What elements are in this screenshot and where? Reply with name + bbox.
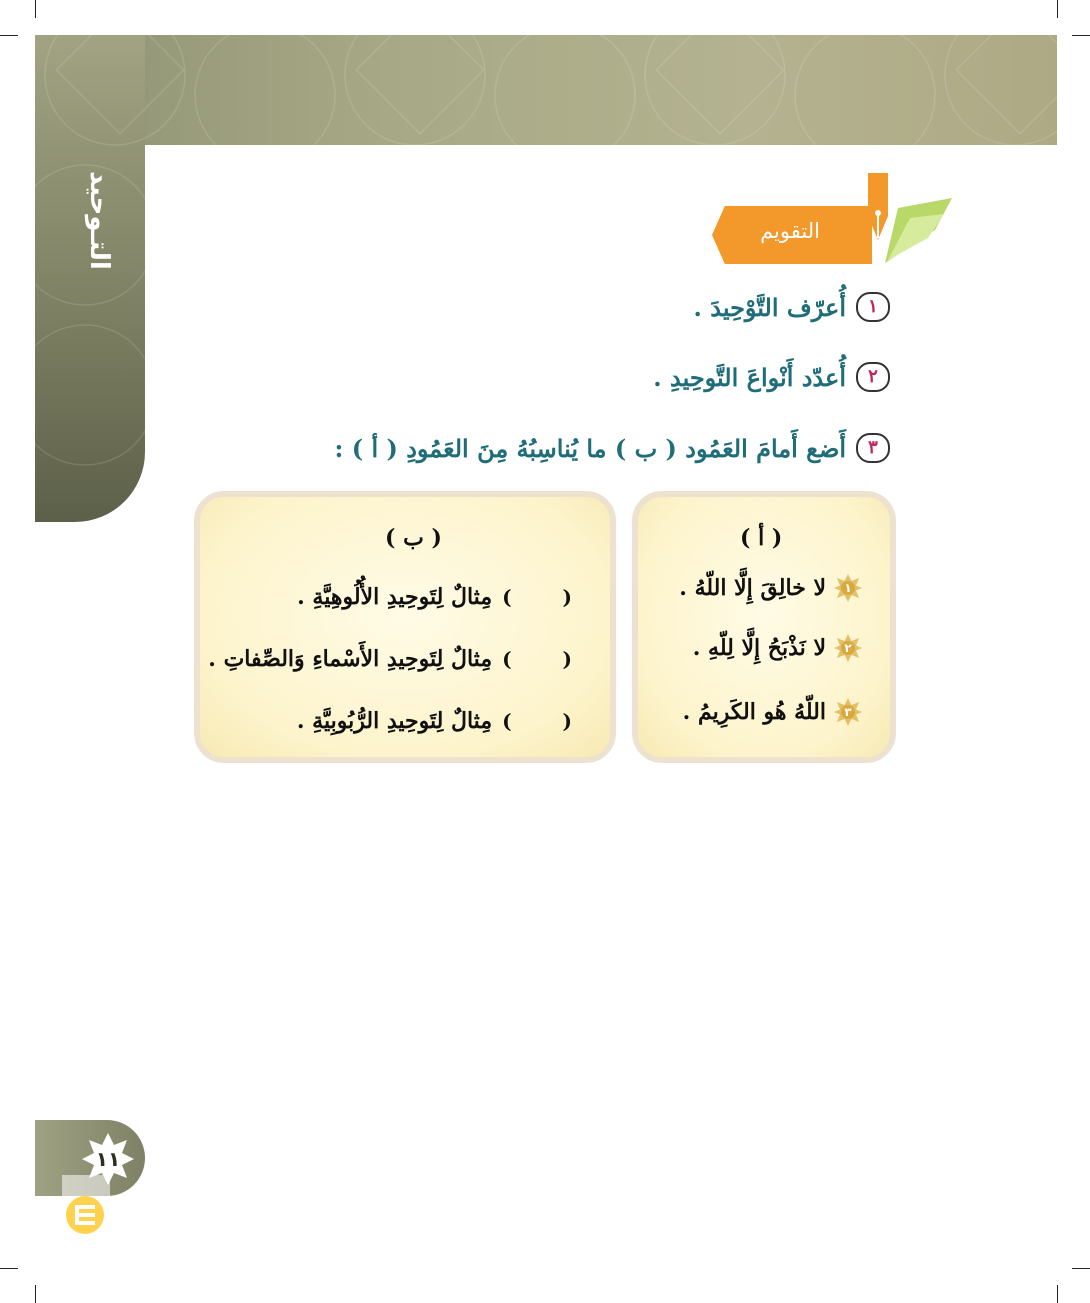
side-title: التـوحيد — [84, 170, 114, 270]
item-text: مِثالٌ لِتَوحِيدِ الأَسْماءِ وَالصِّفاتِ . — [208, 646, 493, 672]
item-number: ٣ — [844, 705, 852, 719]
crop-mark — [0, 1268, 18, 1269]
crop-mark — [1057, 0, 1058, 18]
item-number: ٢ — [844, 641, 852, 655]
question-3 — [335, 433, 890, 463]
crop-mark — [1072, 1268, 1090, 1269]
crop-mark — [1057, 1285, 1058, 1303]
column-a-item — [693, 634, 862, 662]
crop-mark — [35, 1285, 36, 1303]
question-1 — [694, 292, 890, 322]
crop-mark — [0, 35, 18, 36]
section-badge-label: التقويم — [760, 219, 820, 243]
star-number-icon — [834, 634, 862, 662]
question-text: أَضع أَمامَ العَمُود ( ب ) ما يُناسِبُهُ مِنَ العَمُودِ ( أ ) : — [334, 433, 846, 463]
item-number: ١ — [844, 581, 852, 595]
answer-blank[interactable]: ( ) — [502, 585, 594, 609]
star-number-icon — [834, 574, 862, 602]
column-b-item — [297, 584, 594, 610]
column-b-item — [297, 708, 594, 734]
star-number-icon — [834, 698, 862, 726]
answer-blank[interactable]: ( ) — [502, 647, 594, 671]
column-a-item — [683, 698, 862, 726]
item-text: اللّهُ هُو الكَرِيمُ . — [682, 699, 826, 725]
answer-blank[interactable]: ( ) — [502, 709, 594, 733]
item-text: مِثالٌ لِتَوحِيدِ الأُلُوهِيَّةِ . — [297, 584, 493, 610]
column-a-header: ( أ ) — [740, 525, 783, 551]
column-b-item — [208, 646, 594, 672]
pen-book-icon — [840, 168, 952, 268]
question-number: ٢ — [856, 362, 890, 392]
question-text: أُعدّد أَنْواعَ التَّوحِيدِ . — [653, 362, 846, 392]
item-text: لا نَذْبَحُ إِلَّا لِلّهِ . — [692, 635, 826, 661]
question-2 — [653, 362, 890, 392]
column-b-header: ( ب ) — [385, 525, 442, 551]
crop-mark — [1072, 35, 1090, 36]
column-a-item — [679, 574, 862, 602]
header-band — [35, 35, 1057, 145]
item-text: مِثالٌ لِتَوحِيدِ الرُّبُوبِيَّةِ . — [296, 708, 493, 734]
crop-mark — [35, 0, 36, 18]
page-number: ١١ — [95, 1147, 121, 1171]
question-number: ١ — [856, 292, 890, 322]
logo-icon — [60, 1175, 110, 1235]
item-text: لا خالِقَ إِلَّا اللّهُ . — [679, 575, 826, 601]
question-text: أُعرّف التَّوْحِيدَ . — [693, 292, 846, 322]
question-number: ٣ — [856, 433, 890, 463]
